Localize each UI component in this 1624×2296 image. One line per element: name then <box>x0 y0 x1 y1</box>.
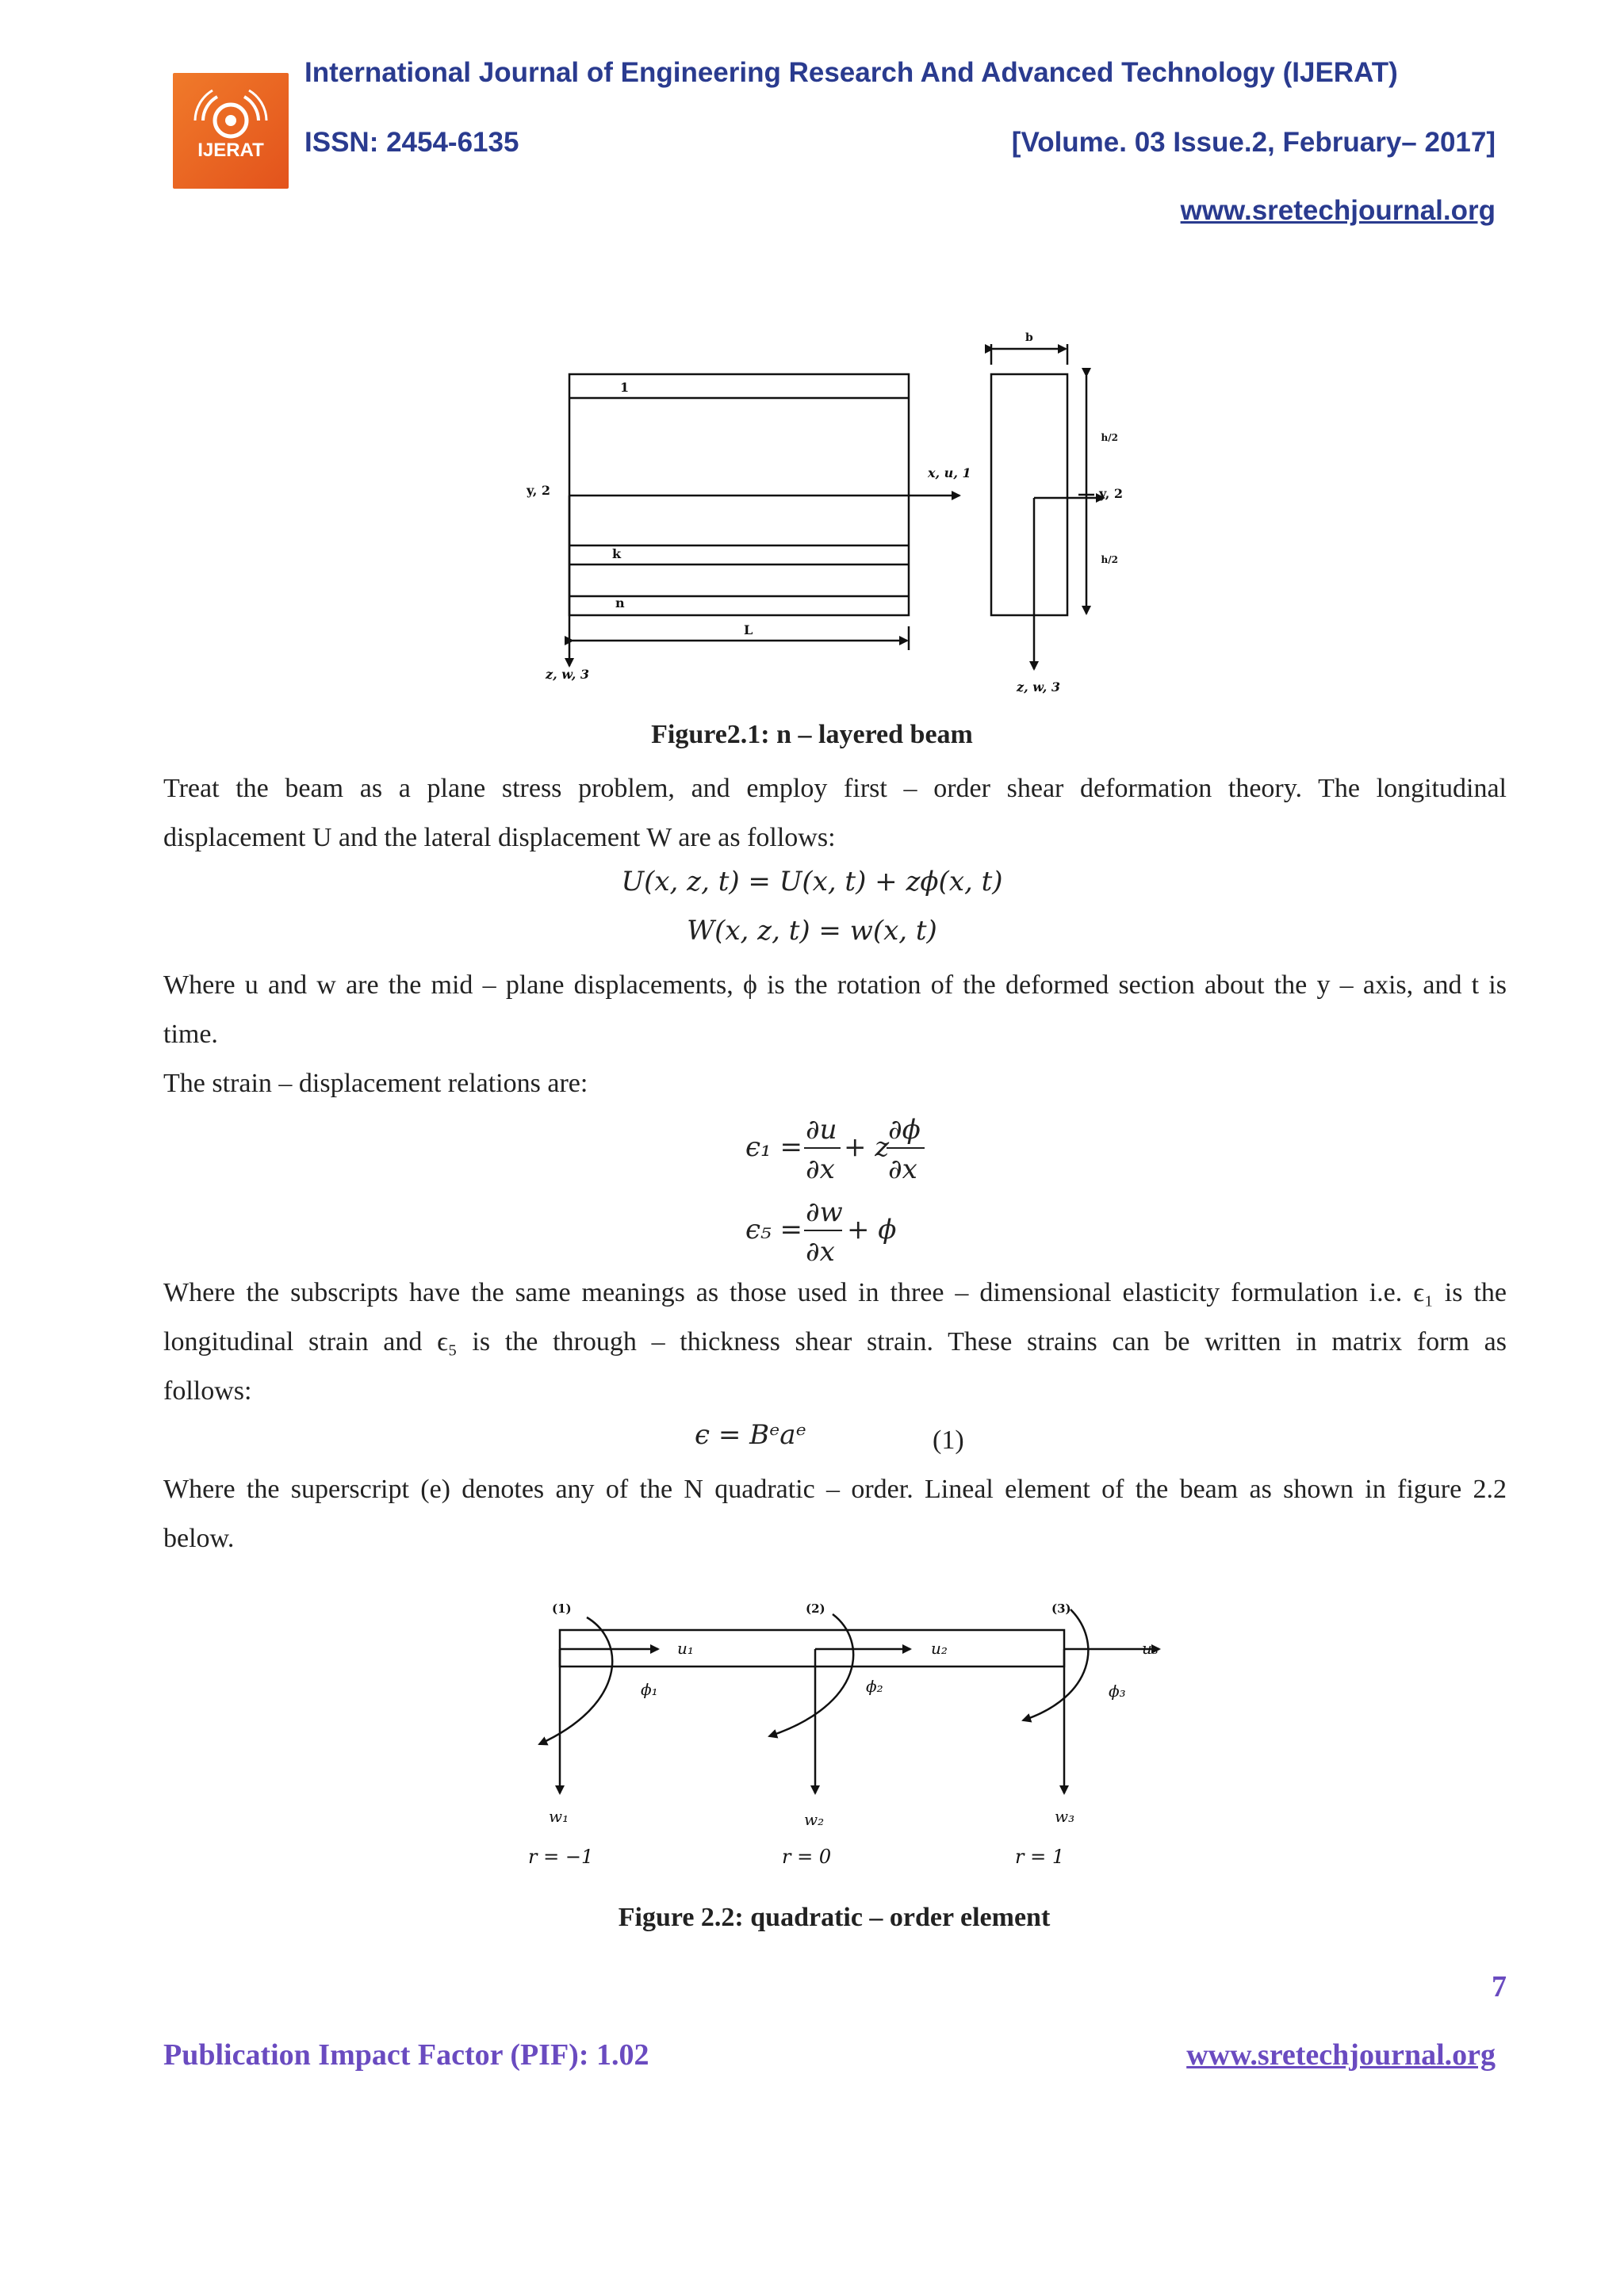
node-3-r: r = 1 <box>1015 1846 1065 1868</box>
label-layer-k: k <box>612 546 622 561</box>
journal-logo <box>173 73 289 189</box>
node-1-phi: ϕ₁ <box>641 1680 658 1699</box>
node-1-u: u₁ <box>677 1639 694 1658</box>
node-1-id: (1) <box>552 1601 572 1616</box>
node-1-r: r = −1 <box>528 1846 594 1868</box>
eq-e1-den-b: ∂x <box>888 1154 917 1185</box>
eq-e5-den: ∂x <box>806 1236 835 1268</box>
matrix-equation: ϵ = Bᵉaᵉ <box>695 1419 806 1451</box>
eq-e5-num: ∂w <box>806 1196 843 1228</box>
eq-e1-den-a: ∂x <box>806 1154 835 1185</box>
node-2-id: (2) <box>806 1601 825 1616</box>
label-half-h-top: h/2 <box>1101 432 1118 443</box>
node-1-w: w₁ <box>549 1807 569 1826</box>
impact-factor: Publication Impact Factor (PIF): 1.02 <box>163 2038 649 2072</box>
eq-e1-mid: + z <box>844 1131 890 1163</box>
paragraph-5-line-1: Where the superscript (e) denotes any of the N quadratic – order. Lineal element of the beam as shown in figure 2.2 <box>163 1475 1507 1504</box>
node-3-phi: ϕ₃ <box>1109 1682 1126 1701</box>
label-y-axis-left: y, 2 <box>527 483 551 498</box>
figure-layered-beam <box>508 317 1126 706</box>
paragraph-3: The strain – displacement relations are: <box>163 1069 588 1098</box>
volume-issue: [Volume. 03 Issue.2, February– 2017] <box>1011 127 1496 158</box>
node-2-phi: ϕ₂ <box>866 1677 883 1696</box>
node-3-id: (3) <box>1051 1601 1071 1616</box>
paragraph-4-line-1: Where the subscripts have the same meanings as those used in three – dimensional elasticity formulation i.e. ϵ₁ is the <box>163 1278 1507 1307</box>
issn: ISSN: 2454-6135 <box>304 127 519 158</box>
label-layer-1: 1 <box>620 380 630 395</box>
paragraph-4-line-2: longitudinal strain and ϵ₅ is the through – thickness shear strain. These strains can be written in matrix form as <box>163 1327 1507 1357</box>
node-3-u: u₃ <box>1142 1639 1159 1658</box>
journal-title: International Journal of Engineering Research And Advanced Technology (IJERAT) <box>304 57 1398 88</box>
header-website-link[interactable]: www.sretechjournal.org <box>1180 195 1496 226</box>
page-number: 7 <box>1492 1970 1507 2003</box>
eq-e1-num-b: ∂ϕ <box>888 1114 921 1146</box>
equation-W: W(x, z, t) = w(x, t) <box>687 915 937 947</box>
label-width-b: b <box>1025 331 1033 344</box>
label-x-axis: x, u, 1 <box>928 465 971 480</box>
label-half-h-bottom: h/2 <box>1101 554 1118 565</box>
paragraph-2-line-1: Where u and w are the mid – plane displacements, ϕ is the rotation of the deformed section about the y – axis, and t is <box>163 970 1507 1000</box>
label-y-axis-right: y, 2 <box>1098 486 1123 501</box>
label-layer-n: n <box>615 595 625 610</box>
paragraph-4-line-3: follows: <box>163 1376 252 1406</box>
figure-2-caption: Figure 2.2: quadratic – order element <box>618 1903 1051 1932</box>
eq-e1-num-a: ∂u <box>806 1114 837 1146</box>
label-z-axis-right: z, w, 3 <box>1017 679 1060 695</box>
paragraph-5-line-2: below. <box>163 1524 235 1553</box>
figure-1-caption: Figure2.1: n – layered beam <box>651 720 973 749</box>
label-length: L <box>744 622 753 637</box>
node-2-r: r = 0 <box>782 1846 832 1868</box>
eq-e1-lhs: ϵ₁ = <box>745 1131 802 1163</box>
strain-equations <box>730 1102 936 1276</box>
paragraph-1-line-1: Treat the beam as a plane stress problem, and employ first – order shear deformation theory. The longitudinal <box>163 774 1507 803</box>
logo-text: IJERAT <box>197 140 264 161</box>
label-z-axis-left: z, w, 3 <box>546 667 589 682</box>
node-3-w: w₃ <box>1055 1807 1075 1826</box>
node-2-w: w₂ <box>804 1810 825 1829</box>
equation-U: U(x, z, t) = U(x, t) + zϕ(x, t) <box>621 866 1003 897</box>
paragraph-1-line-2: displacement U and the lateral displacement W are as follows: <box>163 823 836 852</box>
figure-quadratic-element <box>508 1586 1189 1879</box>
eq-e5-lhs: ϵ₅ = <box>745 1214 802 1246</box>
footer-website-link[interactable]: www.sretechjournal.org <box>1186 2038 1496 2072</box>
node-2-u: u₂ <box>931 1639 948 1658</box>
paragraph-2-line-2: time. <box>163 1020 218 1049</box>
matrix-equation-number: (1) <box>933 1425 964 1455</box>
eq-e5-rhs: + ϕ <box>847 1214 897 1246</box>
